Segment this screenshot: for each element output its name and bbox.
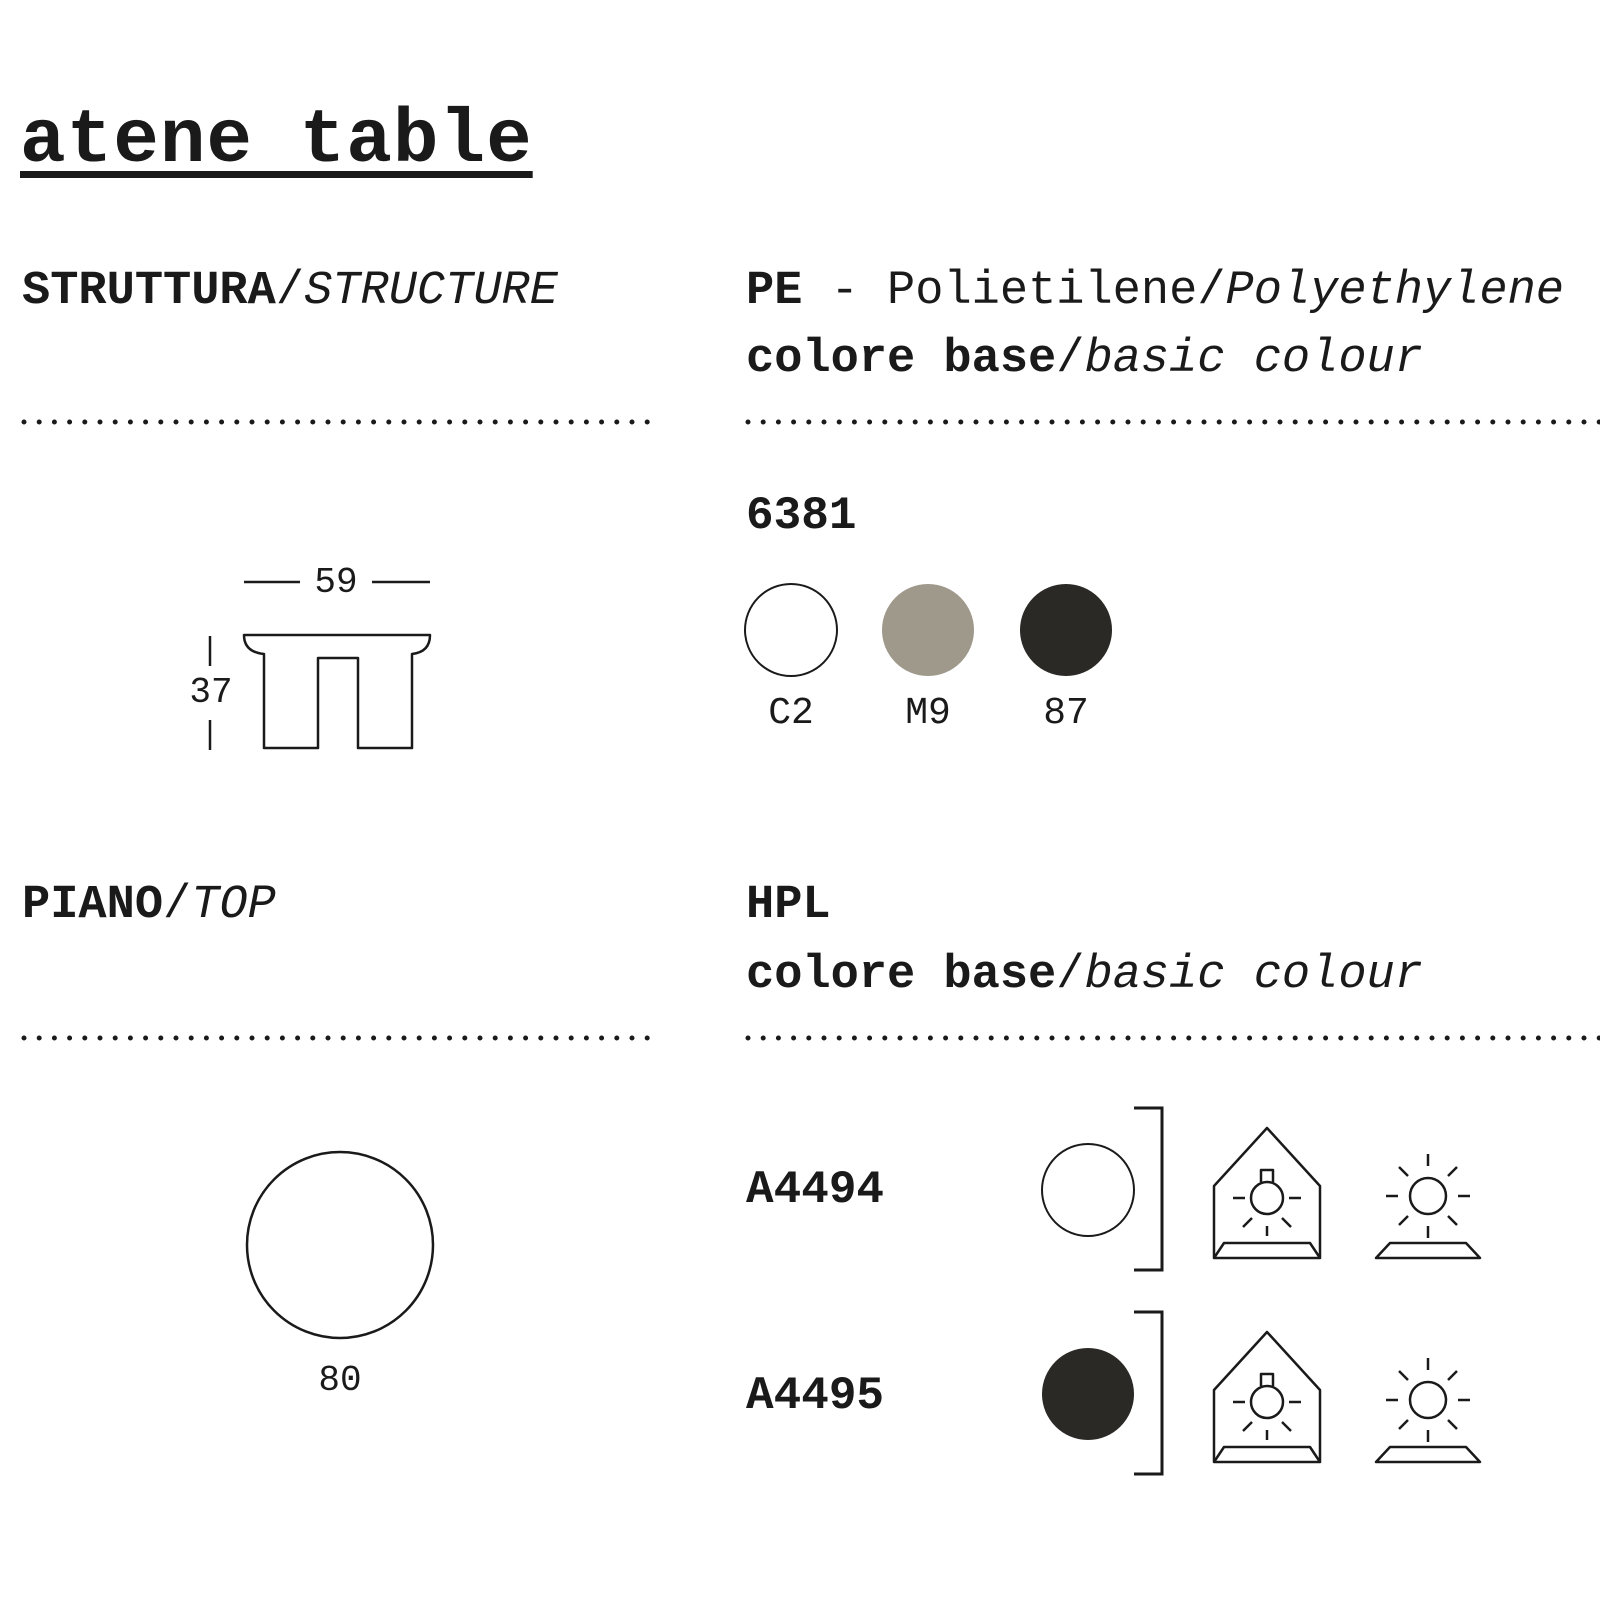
hpl-swatch-a4495[interactable] [1042, 1348, 1134, 1440]
table-side-outline [244, 635, 430, 748]
structure-label-it: STRUTTURA [22, 265, 276, 318]
page-title: atene table [20, 98, 533, 184]
pe-article-code: 6381 [746, 490, 857, 542]
indoor-icon [1214, 1332, 1320, 1462]
swatch-code-label: 87 [1043, 692, 1089, 735]
bracket [1134, 1312, 1162, 1474]
dotted-divider [746, 418, 1600, 426]
swatch-code-label: C2 [768, 692, 814, 735]
top-label-en: TOP [191, 879, 276, 932]
pe-swatches [740, 580, 1120, 680]
top-label-sep: / [163, 879, 192, 932]
hpl-variant-code: A4494 [746, 1164, 885, 1216]
pe-heading [746, 262, 1564, 322]
structure-heading [22, 262, 558, 322]
dotted-divider [746, 1034, 1600, 1042]
table-top-outline [247, 1152, 433, 1338]
swatch-c2[interactable] [745, 584, 837, 676]
hpl-variant-row [1030, 1310, 1500, 1480]
bracket [1134, 1108, 1162, 1270]
pe-material-it: Polietilene [887, 265, 1198, 318]
hpl-colour-en: basic colour [1084, 949, 1423, 1002]
top-label-it: PIANO [22, 879, 164, 932]
pe-sep: / [1197, 265, 1226, 318]
pe-colour-heading [746, 330, 1423, 390]
indoor-icon [1214, 1128, 1320, 1258]
top-heading [22, 876, 276, 936]
hpl-swatch-a4494[interactable] [1042, 1144, 1134, 1236]
outdoor-sun-icon [1376, 1358, 1480, 1462]
pe-colour-sep: / [1056, 333, 1085, 386]
swatch-code-label: M9 [905, 692, 951, 735]
outdoor-sun-icon [1376, 1154, 1480, 1258]
pe-material-en: Polyethylene [1225, 265, 1564, 318]
pe-colour-en: basic colour [1084, 333, 1423, 386]
hpl-code: HPL [746, 879, 831, 932]
pe-colour-it: colore base [746, 333, 1057, 386]
hpl-variant-code: A4495 [746, 1370, 885, 1422]
dotted-divider [22, 418, 662, 426]
swatch-87[interactable] [1020, 584, 1112, 676]
width-dimension-label: 59 [314, 562, 358, 603]
structure-label-en: STRUCTURE [304, 265, 558, 318]
hpl-variant-row [1030, 1106, 1500, 1276]
swatch-m9[interactable] [882, 584, 974, 676]
structure-label-sep: / [275, 265, 305, 318]
hpl-heading [746, 876, 831, 936]
dotted-divider [22, 1034, 662, 1042]
pe-dash: - [802, 265, 888, 318]
hpl-colour-it: colore base [746, 949, 1057, 1002]
pe-code: PE [746, 265, 803, 318]
height-dimension-label: 37 [189, 672, 233, 713]
diameter-label: 80 [318, 1360, 362, 1401]
top-view-drawing [240, 1150, 440, 1350]
hpl-colour-heading [746, 946, 1423, 1006]
hpl-colour-sep: / [1056, 949, 1085, 1002]
